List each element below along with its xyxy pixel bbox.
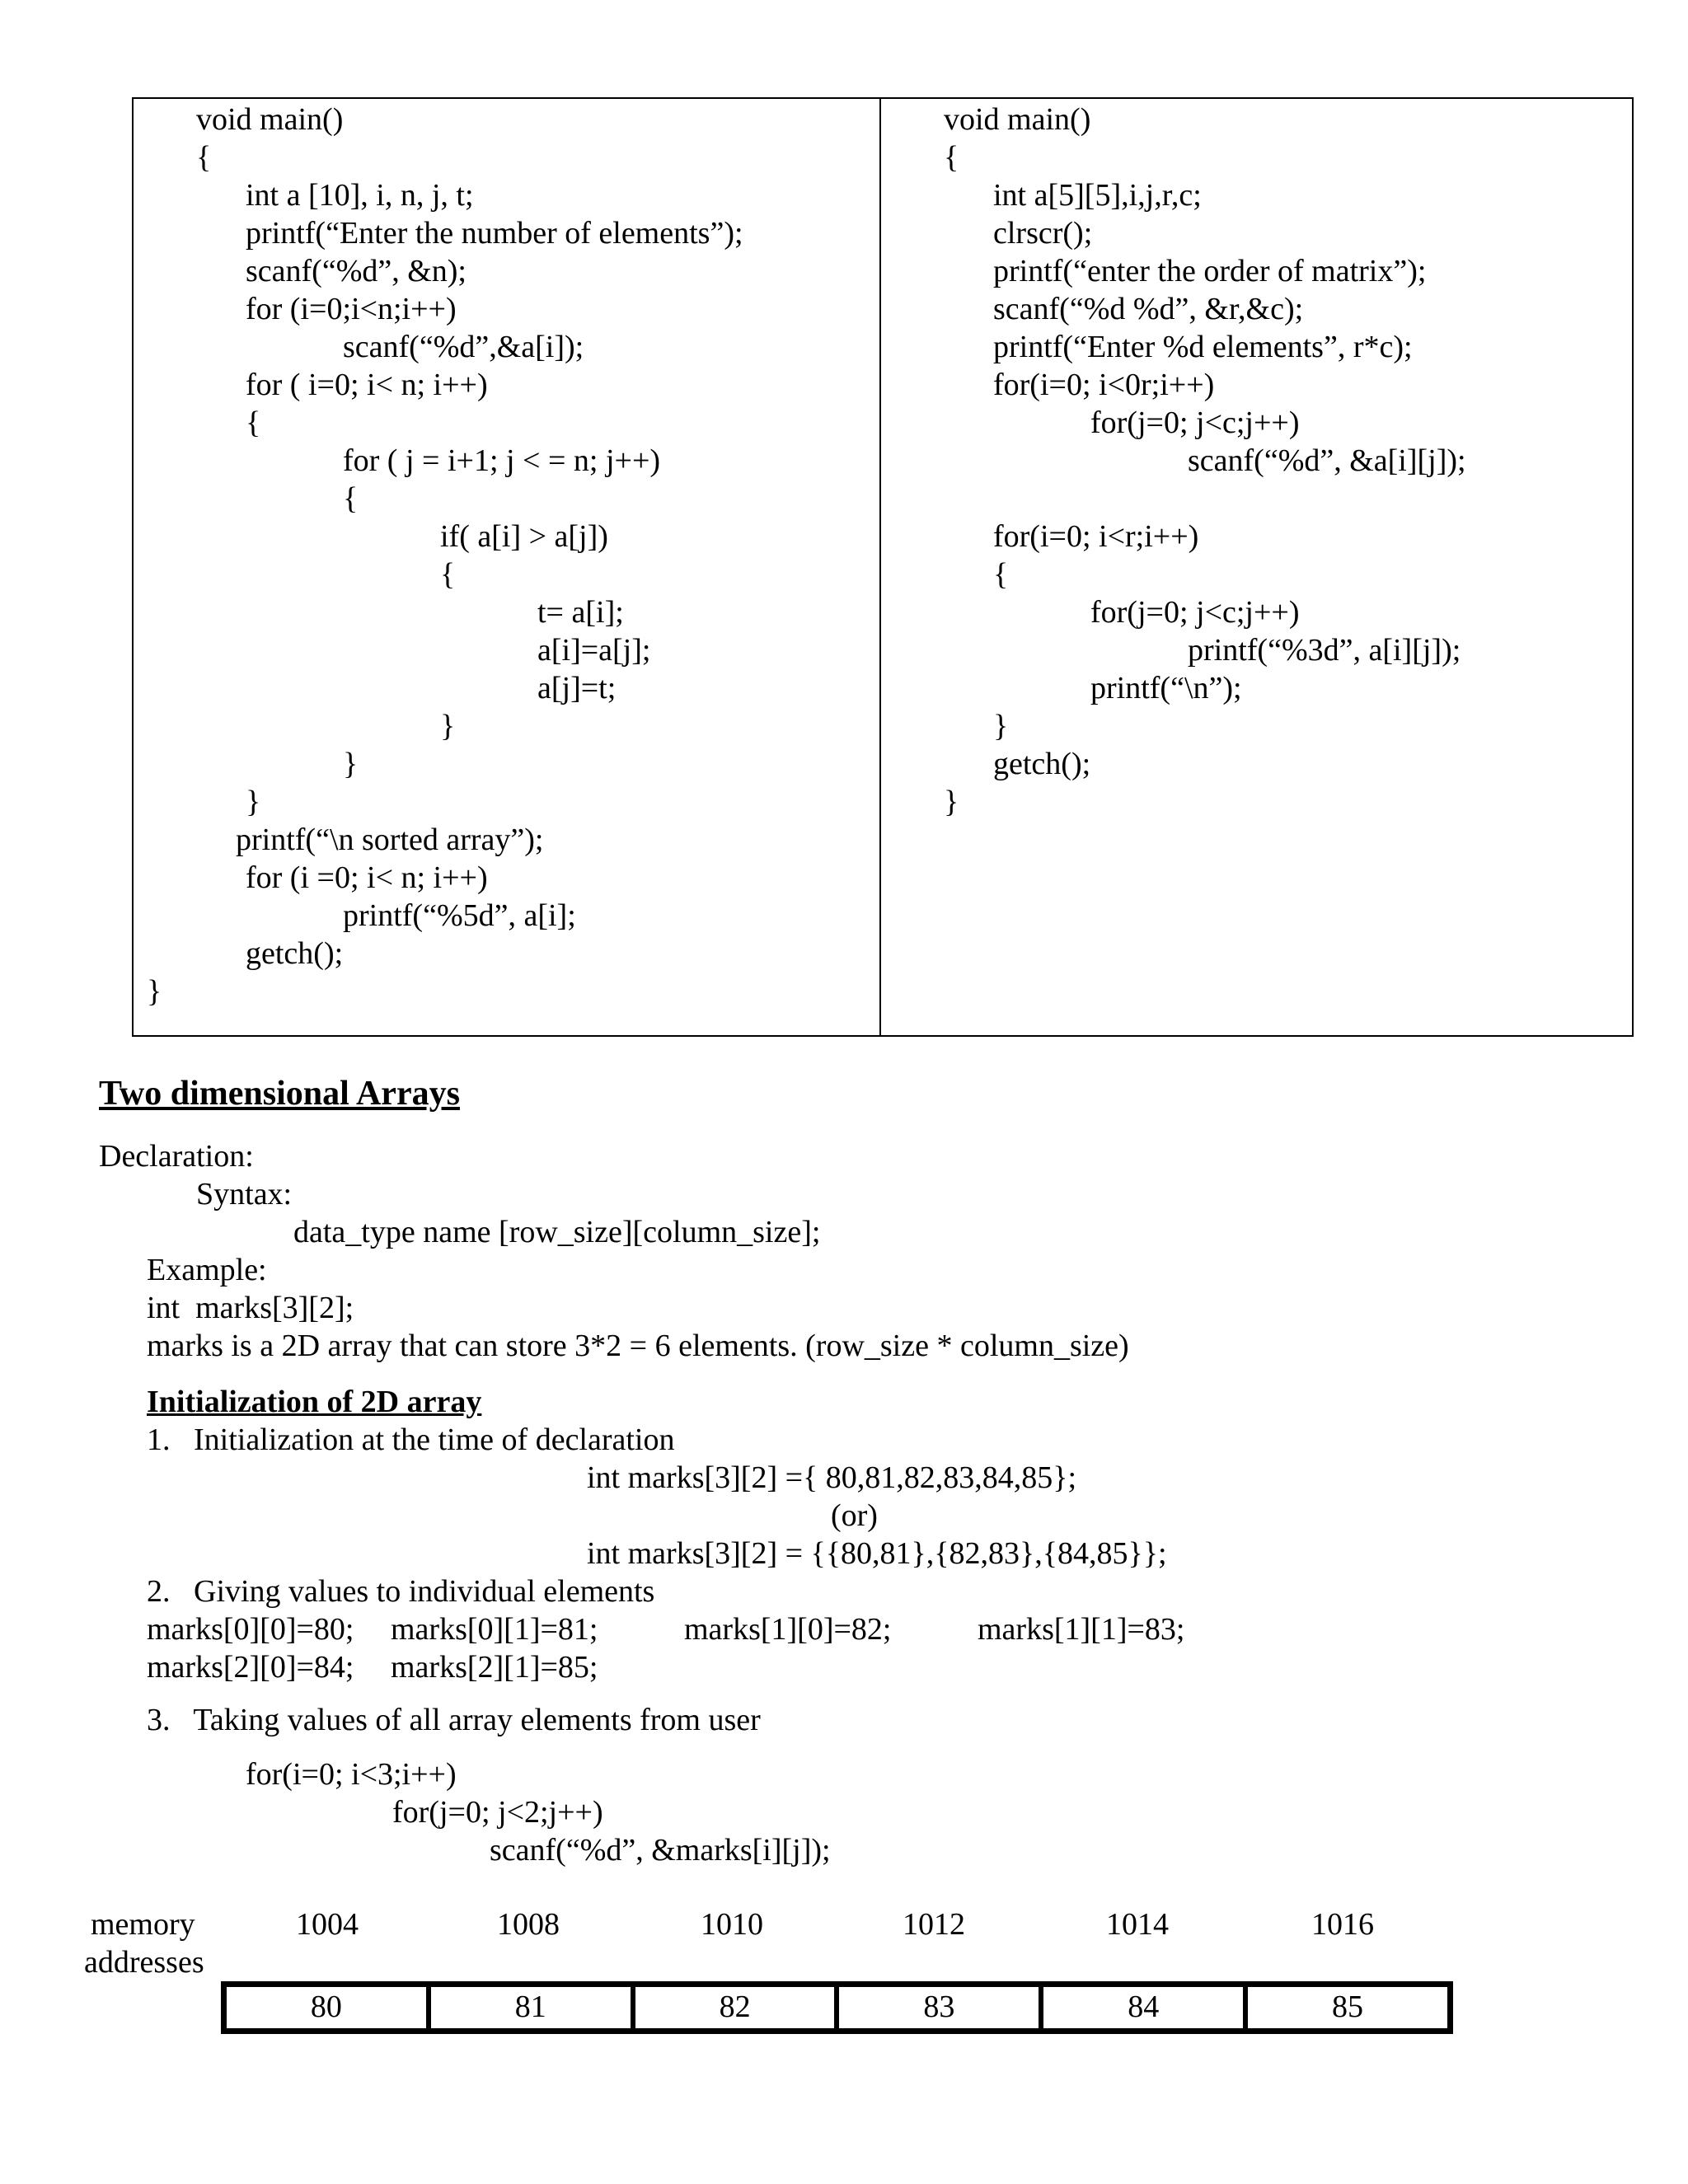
right-code-line: for(j=0; j<c;j++) <box>1090 595 1300 630</box>
init-title: Initialization of 2D array <box>147 1385 482 1419</box>
right-code-line: printf(“enter the order of matrix”); <box>993 254 1427 288</box>
right-code-line: { <box>993 557 1009 592</box>
left-code-line: if( a[i] > a[j]) <box>440 519 608 554</box>
init-item-2-code: marks[2][0]=84; <box>147 1650 354 1685</box>
init-item-2-code: marks[0][0]=80; <box>147 1612 354 1647</box>
left-code-line: a[j]=t; <box>537 671 617 705</box>
init-item-3-code-b: for(j=0; j<2;j++) <box>392 1795 603 1830</box>
left-code-line: { <box>343 481 359 516</box>
right-code-line: printf(“Enter %d elements”, r*c); <box>993 330 1413 364</box>
left-code-line: { <box>196 140 212 175</box>
memory-address: 1012 <box>903 1907 965 1942</box>
init-item-2-code: marks[1][0]=82; <box>684 1612 892 1647</box>
example-description: marks is a 2D array that can store 3*2 = 6 elements. (row_size * column_size) <box>147 1329 1129 1363</box>
memory-cells-row <box>221 1981 1453 2034</box>
init-item-2-code: marks[0][1]=81; <box>391 1612 598 1647</box>
right-code-line: { <box>944 140 959 175</box>
left-code-line: void main() <box>196 102 344 137</box>
left-code-line: { <box>440 557 456 592</box>
right-code-line: scanf(“%d”, &a[i][j]); <box>1188 443 1466 478</box>
left-code-line: printf(“\n sorted array”); <box>236 823 544 857</box>
left-code-line: for ( i=0; i< n; i++) <box>246 368 488 402</box>
example-code: int marks[3][2]; <box>147 1291 354 1325</box>
right-code-line: printf(“%3d”, a[i][j]); <box>1188 633 1461 668</box>
memory-cell: 85 <box>1332 1990 1364 2024</box>
init-item-1: 1. Initialization at the time of declaration <box>147 1422 675 1457</box>
memory-address: 1004 <box>296 1907 359 1942</box>
left-code-line: scanf(“%d”, &n); <box>246 254 467 288</box>
left-code-line: for (i =0; i< n; i++) <box>246 860 488 895</box>
right-code-line: } <box>944 785 959 819</box>
init-item-1-or: (or) <box>831 1498 878 1533</box>
left-code-line: } <box>147 974 162 1009</box>
right-code-line: int a[5][5],i,j,r,c; <box>993 178 1202 213</box>
right-code-line: clrscr(); <box>993 216 1093 251</box>
memory-cell: 81 <box>431 1987 635 2028</box>
code-table-divider <box>879 97 881 1037</box>
right-code-line: for(i=0; i<r;i++) <box>993 519 1199 554</box>
init-item-2-code: marks[1][1]=83; <box>978 1612 1185 1647</box>
init-item-2-code: marks[2][1]=85; <box>391 1650 598 1685</box>
right-code-line: } <box>993 709 1009 743</box>
declaration-label: Declaration: <box>99 1139 254 1174</box>
init-item-1-code-a: int marks[3][2] ={ 80,81,82,83,84,85}; <box>587 1460 1077 1495</box>
memory-address: 1010 <box>701 1907 763 1942</box>
init-item-2: 2. Giving values to individual elements <box>147 1574 655 1609</box>
example-label: Example: <box>147 1253 267 1287</box>
right-code-line: getch(); <box>993 747 1091 781</box>
right-code-line: for(i=0; i<0r;i++) <box>993 368 1215 402</box>
memory-cell: 82 <box>635 1987 840 2028</box>
right-code-line: for(j=0; j<c;j++) <box>1090 405 1300 440</box>
right-code-line: printf(“\n”); <box>1090 671 1242 705</box>
memory-cell: 80 <box>227 1987 431 2028</box>
init-item-3-code-c: scanf(“%d”, &marks[i][j]); <box>490 1833 831 1868</box>
syntax-line: data_type name [row_size][column_size]; <box>293 1215 821 1249</box>
left-code-line: } <box>440 709 456 743</box>
left-code-line: t= a[i]; <box>537 595 624 630</box>
left-code-line: getch(); <box>246 936 344 971</box>
left-code-line: a[i]=a[j]; <box>537 633 651 668</box>
right-code-line: scanf(“%d %d”, &r,&c); <box>993 292 1304 326</box>
init-item-1-code-b: int marks[3][2] = {{80,81},{82,83},{84,85}}; <box>587 1536 1167 1571</box>
left-code-line: printf(“%5d”, a[i]; <box>343 898 576 933</box>
left-code-line: { <box>246 405 261 440</box>
memory-address: 1014 <box>1106 1907 1169 1942</box>
memory-cell: 84 <box>1043 1987 1248 2028</box>
memory-address: 1008 <box>497 1907 560 1942</box>
memory-address: 1016 <box>1311 1907 1374 1942</box>
left-code-line: printf(“Enter the number of elements”); <box>246 216 743 251</box>
init-item-3: 3. Taking values of all array elements from user <box>147 1703 761 1737</box>
left-code-line: scanf(“%d”,&a[i]); <box>343 330 584 364</box>
right-code-line: void main() <box>944 102 1091 137</box>
syntax-label: Syntax: <box>196 1177 293 1212</box>
section-title: Two dimensional Arrays <box>99 1075 460 1113</box>
left-code-line: int a [10], i, n, j, t; <box>246 178 474 213</box>
memory-label-line1: memory <box>91 1907 195 1942</box>
memory-label-line2: addresses <box>84 1945 204 1980</box>
left-code-line: for ( j = i+1; j < = n; j++) <box>343 443 661 478</box>
memory-cell: 83 <box>839 1987 1043 2028</box>
left-code-line: } <box>343 747 359 781</box>
init-item-3-code-a: for(i=0; i<3;i++) <box>246 1757 457 1792</box>
left-code-line: for (i=0;i<n;i++) <box>246 292 457 326</box>
left-code-line: } <box>246 785 261 819</box>
